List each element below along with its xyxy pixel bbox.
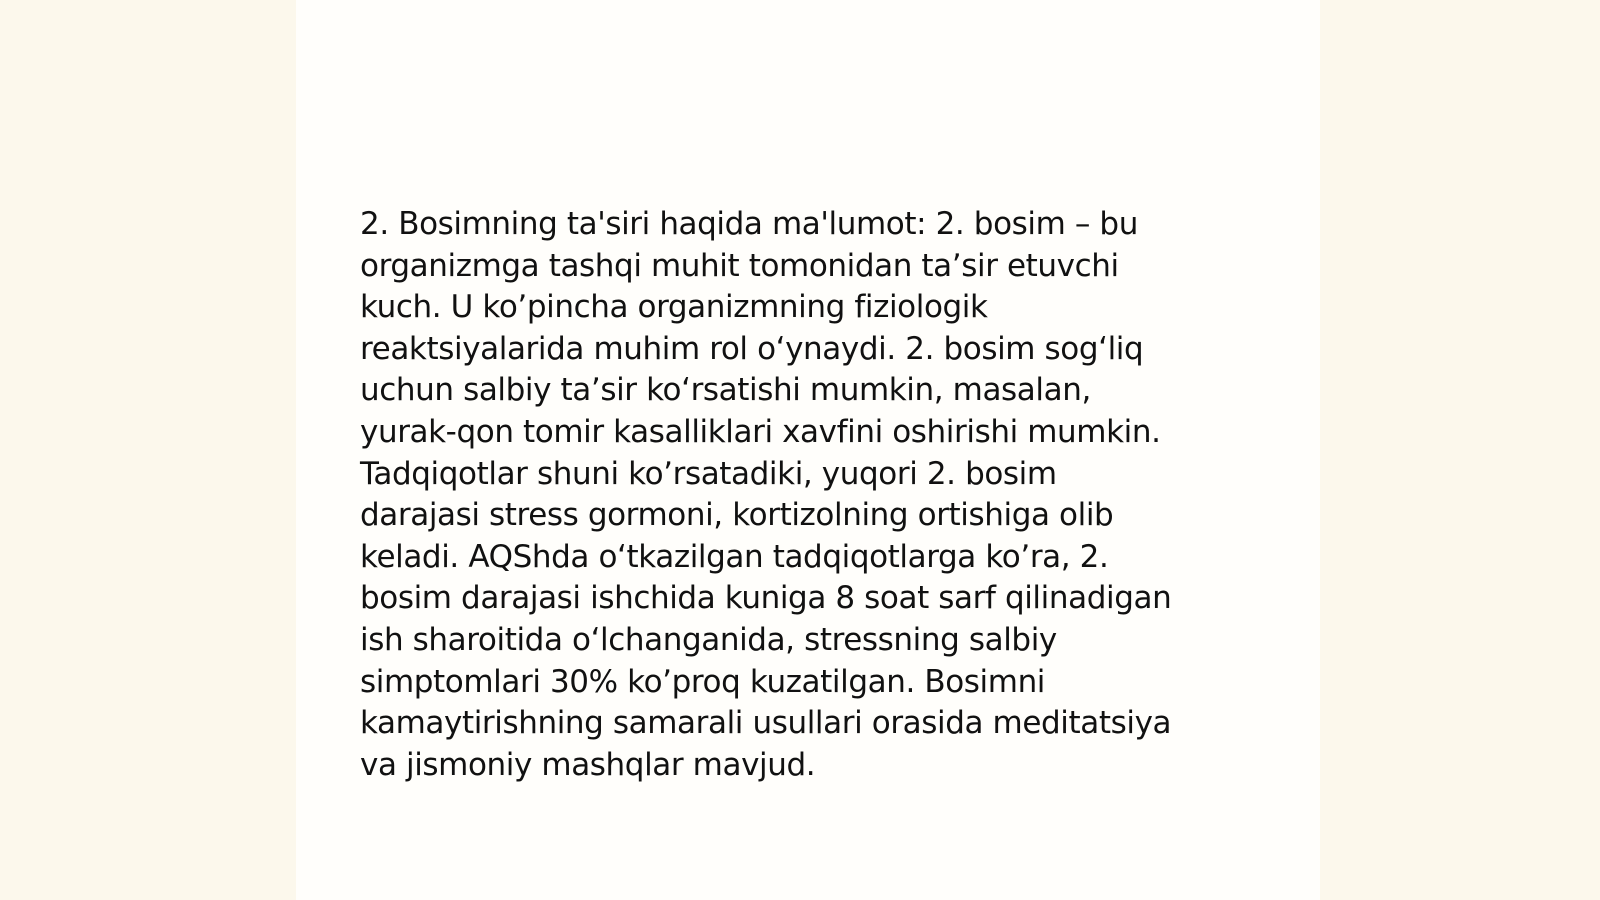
text-line: uchun salbiy ta’sir koʻrsatishi mumkin, masalan,	[360, 372, 1091, 409]
slide-body-text	[360, 204, 1250, 786]
text-line: bosim darajasi ishchida kuniga 8 soat sarf qilinadigan	[360, 580, 1172, 617]
text-line: 2. Bosimning ta'siri haqida ma'lumot: 2. bosim – bu	[360, 206, 1138, 242]
text-line: organizmga tashqi muhit tomonidan ta’sir etuvchi	[360, 247, 1119, 284]
text-line: keladi. AQShda oʻtkazilgan tadqiqotlarga ko’ra, 2.	[360, 538, 1109, 575]
text-line: kamaytirishning samarali usullari orasida meditatsiya	[360, 705, 1172, 742]
text-line: kuch. U ko’pincha organizmning fiziologik	[360, 289, 988, 326]
text-line: reaktsiyalarida muhim rol oʻynaydi. 2. bosim sogʻliq	[360, 330, 1144, 367]
text-line: darajasi stress gormoni, kortizolning ortishiga olib	[360, 497, 1114, 534]
text-line: ish sharoitida oʻlchanganida, stressning salbiy	[360, 621, 1057, 658]
text-line: yurak-qon tomir kasalliklari xavfini oshirishi mumkin.	[360, 413, 1161, 450]
text-line: Tadqiqotlar shuni ko’rsatadiki, yuqori 2. bosim	[360, 455, 1057, 492]
text-line: va jismoniy mashqlar mavjud.	[360, 746, 816, 783]
slide	[296, 0, 1320, 900]
text-line: simptomlari 30% ko’proq kuzatilgan. Bosimni	[360, 663, 1046, 700]
